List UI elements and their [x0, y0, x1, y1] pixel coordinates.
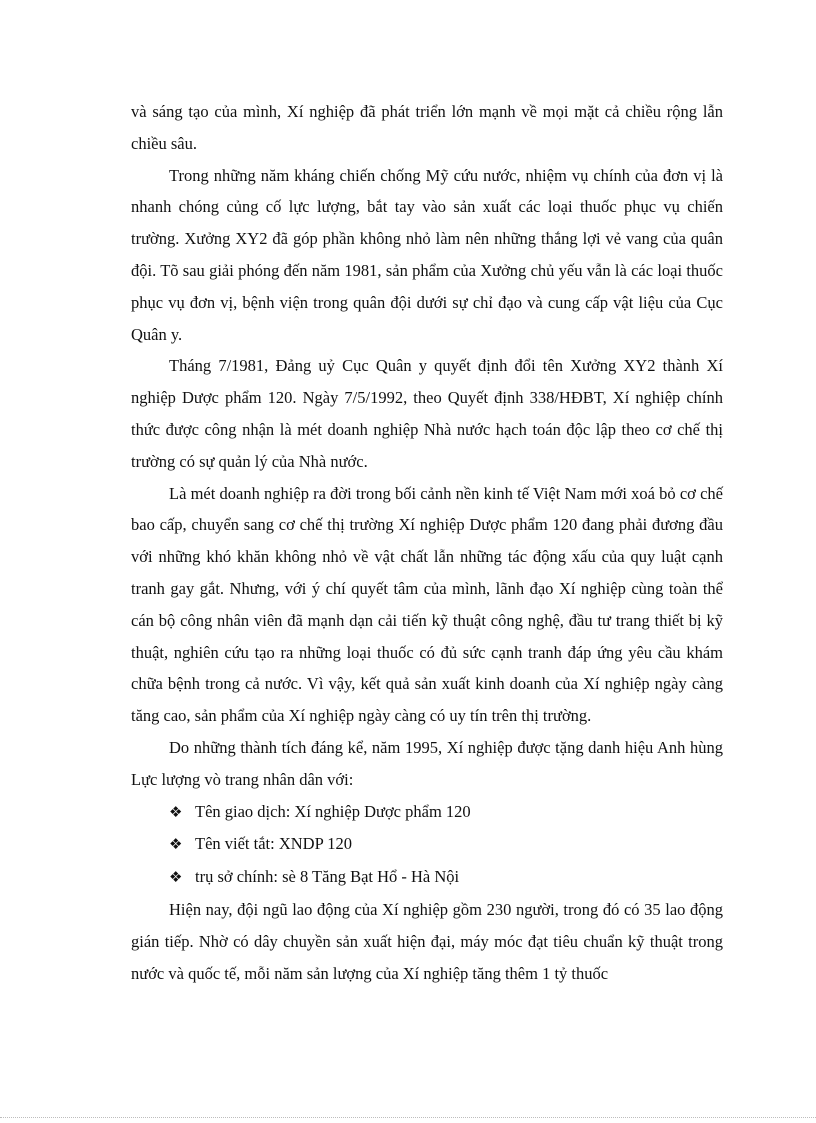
list-item-headquarters [131, 861, 723, 894]
paragraph-workforce: Hiện nay, đội ngũ lao động của Xí nghiệp gồm 230 người, trong đó có 35 lao động gián tiếp. Nhờ có dây chuyền sản xuất hiện đại, máy móc đạt tiêu chuẩn kỹ thuật trong nước và quốc tế, mỗi năm sản lượng của Xí nghiệp tăng thêm 1 tỷ thuốc [131, 899, 723, 983]
document-body [131, 96, 723, 989]
list-item-abbreviation [131, 828, 723, 861]
paragraph-war-period: Trong những năm kháng chiến chống Mỹ cứu nước, nhiệm vụ chính của đơn vị là nhanh chóng củng cố lực lượng, bắt tay vào sản xuất các loại thuốc phục vụ chiến trường. Xưởng XY2 đã góp phần không nhỏ làm nên những thắng lợi vẻ vang của quân đội. Tõ sau giải phóng đến năm 1981, sản phẩm của Xưởng chủ yếu vẫn là các loại thuốc phục vụ đơn vị, bệnh viện trong quân đội dưới sự chỉ đạo và cung cấp vật liệu của Cục Quân y. [131, 165, 723, 344]
paragraph-continuation: và sáng tạo của mình, Xí nghiệp đã phát triển lớn mạnh về mọi mặt cả chiều rộng lẫn chiều sâu. [131, 102, 723, 153]
diamond-bullet-icon: ❖ [169, 835, 183, 854]
paragraph-renaming: Tháng 7/1981, Đảng uỷ Cục Quân y quyết định đổi tên Xưởng XY2 thành Xí nghiệp Dược phẩm 120. Ngày 7/5/1992, theo Quyết định 338/HĐBT, Xí nghiệp chính thức được công nhận là mét doanh nghiệp Nhà nước hạch toán độc lập theo cơ chế thị trường có sự quản lý của Nhà nước. [131, 356, 723, 471]
page-bottom-divider [0, 1117, 816, 1118]
paragraph-market-transition: Là mét doanh nghiệp ra đời trong bối cảnh nền kinh tế Việt Nam mới xoá bỏ cơ chế bao cấp, chuyển sang cơ chế thị trường Xí nghiệp Dược phẩm 120 đang phải đương đầu với những khó khăn không nhỏ về vật chất lẫn những tác động xấu của quy luật cạnh tranh gay gắt. Nhưng, với ý chí quyết tâm của mình, lãnh đạo Xí nghiệp cùng toàn thể cán bộ công nhân viên đã mạnh dạn cải tiến kỹ thuật công nghệ, đầu tư trang thiết bị kỹ thuật, nghiên cứu tạo ra những loại thuốc có đủ sức cạnh tranh đáp ứng yêu cầu khám chữa bệnh trong cả nước. Vì vậy, kết quả sản xuất kinh doanh của Xí nghiệp ngày càng tăng cao, sản phẩm của Xí nghiệp ngày càng có uy tín trên thị trường. [131, 483, 723, 726]
diamond-bullet-icon: ❖ [169, 802, 183, 821]
diamond-bullet-icon: ❖ [169, 868, 183, 887]
list-item-text: Tên giao dịch: Xí nghiệp Dược phẩm 120 [195, 801, 471, 821]
company-info-list [131, 796, 723, 894]
list-item-text: trụ sở chính: sè 8 Tăng Bạt Hổ - Hà Nội [195, 867, 460, 887]
list-item-trade-name [131, 796, 723, 829]
list-item-text: Tên viết tắt: XNDP 120 [195, 834, 353, 854]
paragraph-award: Do những thành tích đáng kể, năm 1995, Xí nghiệp được tặng danh hiệu Anh hùng Lực lượng vò trang nhân dân với: [131, 737, 723, 789]
